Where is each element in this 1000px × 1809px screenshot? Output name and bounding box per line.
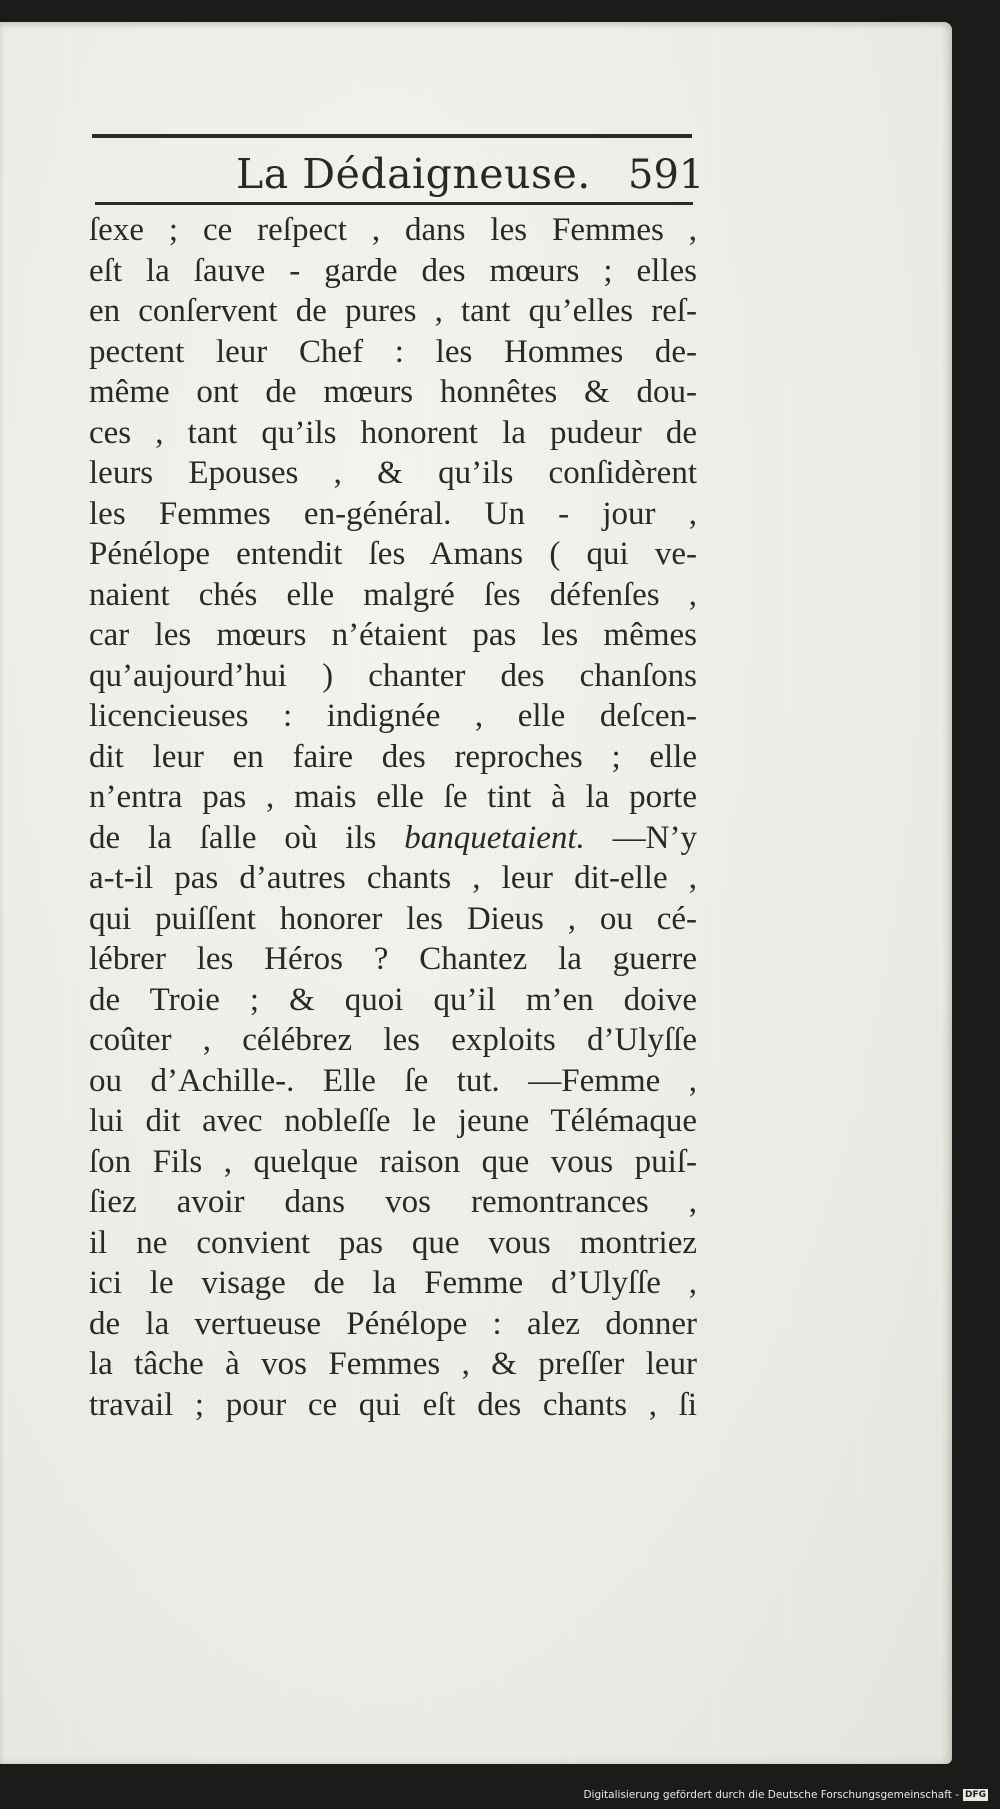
text-line: ou d’Achille-. Elle ſe tut. —Femme , (89, 1062, 697, 1099)
italic-word: banquetaient. (404, 819, 585, 856)
text-line: coûter , célébrez les exploits d’Ulyſſe (89, 1022, 697, 1058)
text-line: dit leur en faire des reproches ; elle (89, 738, 697, 775)
body-text (89, 210, 697, 1425)
text-line: a-t-il pas d’autres chants , leur dit-elle , (89, 860, 697, 896)
text-line: travail ; pour ce qui eſt des chants , ſi (89, 1386, 697, 1423)
text-line: il ne convient pas que vous montriez (89, 1224, 697, 1261)
text-line: qui puiſſent honorer les Dieus , ou cé- (89, 900, 697, 937)
text-line: leurs Epouses , & qu’ils conſidèrent (89, 455, 697, 491)
text-line: n’entra pas , mais elle ſe tint à la porte (89, 779, 697, 815)
text-line: la tâche à vos Femmes , & preſſer leur (89, 1346, 697, 1382)
text-line: de la vertueuse Pénélope : alez donner (89, 1305, 697, 1342)
text-line: ſexe ; ce reſpect , dans les Femmes , (89, 212, 697, 248)
page-number: 591 (628, 152, 705, 198)
text-line-with-italic (89, 818, 697, 859)
digitization-credit-text: Digitalisierung gefördert durch die Deutsche Forschungsgemeinschaft - (583, 1789, 959, 1801)
header-rule-bottom (95, 202, 693, 205)
header-rule-top (92, 134, 692, 138)
text-segment: —N’y (584, 819, 697, 856)
text-line: les Femmes en-général. Un - jour , (89, 495, 697, 532)
text-line: qu’aujourd’hui ) chanter des chanſons (89, 657, 697, 694)
running-title: La Dédaigneuse. (236, 150, 591, 198)
text-line: car les mœurs n’étaient pas les mêmes (89, 617, 697, 653)
text-line: ici le visage de la Femme d’Ulyſſe , (89, 1265, 697, 1301)
text-line: pectent leur Chef : les Hommes de- (89, 333, 697, 370)
text-segment: de la ſalle où ils (89, 819, 405, 856)
dfg-logo-icon: DFG (964, 1790, 986, 1800)
text-line: ces , tant qu’ils honorent la pudeur de (89, 414, 697, 451)
text-line: eſt la ſauve - garde des mœurs ; elles (89, 252, 697, 289)
text-line: Pénélope entendit ſes Amans ( qui ve- (89, 536, 697, 572)
text-line: ſon Fils , quelque raison que vous puiſ- (89, 1143, 697, 1180)
text-line: en conſervent de pures , tant qu’elles reſ- (89, 293, 697, 329)
text-line: lui dit avec nobleſſe le jeune Télémaque (89, 1103, 697, 1139)
text-line: même ont de mœurs honnêtes & dou- (89, 374, 697, 410)
text-line: lébrer les Héros ? Chantez la guerre (89, 941, 697, 977)
text-line: licencieuses : indignée , elle deſcen- (89, 698, 697, 734)
text-line: ſiez avoir dans vos remontrances , (89, 1184, 697, 1220)
text-line: naient chés elle malgré ſes défenſes , (89, 576, 697, 613)
digitization-credit (583, 1789, 988, 1801)
text-line: de Troie ; & quoi qu’il m’en doive (89, 981, 697, 1018)
